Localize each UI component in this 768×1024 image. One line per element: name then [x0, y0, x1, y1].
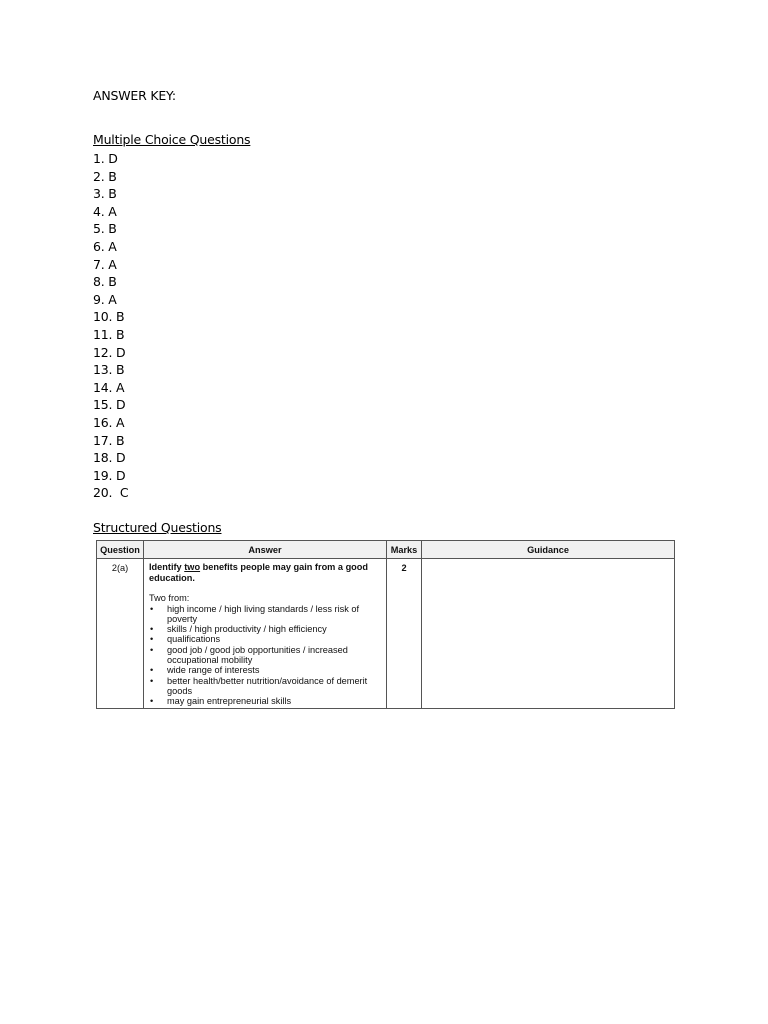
prompt-text: Identify — [149, 562, 185, 572]
prompt-text: benefits people may gain from a good education. — [149, 562, 369, 583]
mcq-answer: 8. B — [93, 274, 117, 290]
mcq-answer: 13. B — [93, 362, 125, 378]
column-header-answer: Answer — [144, 541, 387, 559]
list-item — [149, 604, 383, 625]
structured-heading: Structured Questions — [93, 520, 222, 535]
question-number-cell: 2(a) — [97, 559, 144, 709]
list-item — [149, 645, 383, 666]
mcq-answer: 4. A — [93, 203, 117, 219]
mcq-answer: 3. B — [93, 186, 117, 202]
prompt-emphasis: two — [184, 562, 201, 572]
answer-intro: Two from: — [149, 593, 190, 603]
column-header-marks: Marks — [387, 541, 422, 559]
mcq-answer: 7. A — [93, 256, 117, 272]
bullet-icon: • — [150, 696, 154, 707]
bullet-icon: • — [150, 603, 154, 614]
page-title: ANSWER KEY: — [93, 88, 176, 103]
list-item — [149, 696, 383, 706]
bullet-text: high income / high living standards / less risk of poverty — [167, 603, 360, 624]
mcq-answer: 14. A — [93, 379, 125, 395]
bullet-text: qualifications — [167, 634, 221, 645]
mcq-answer: 9. A — [93, 291, 117, 307]
bullet-text: better health/better nutrition/avoidance of demerit goods — [167, 675, 368, 696]
bullet-text: wide range of interests — [167, 665, 260, 676]
mcq-answer: 11. B — [93, 326, 125, 342]
mcq-answer: 1. D — [93, 151, 118, 166]
marks-cell: 2 — [387, 559, 422, 709]
list-item — [149, 665, 383, 675]
mcq-answer: 15. D — [93, 397, 126, 413]
bullet-icon: • — [150, 675, 154, 686]
list-item — [149, 624, 383, 634]
mcq-answer: 18. D — [93, 450, 126, 466]
answer-bullet-list — [149, 604, 383, 707]
list-item — [149, 676, 383, 697]
guidance-cell — [422, 559, 675, 709]
bullet-text: skills / high productivity / high efficiency — [167, 624, 327, 635]
bullet-icon: • — [150, 634, 154, 645]
mcq-heading: Multiple Choice Questions — [93, 132, 251, 147]
mcq-answer: 20. C — [93, 485, 129, 501]
mcq-answer: 17. B — [93, 432, 125, 448]
table-header-row — [97, 541, 675, 559]
column-header-question: Question — [97, 541, 144, 559]
bullet-text: good job / good job opportunities / increased occupational mobility — [167, 644, 348, 665]
bullet-icon: • — [150, 624, 154, 635]
mcq-answer: 19. D — [93, 467, 126, 483]
structured-answer-table — [96, 540, 675, 709]
list-item — [149, 634, 383, 644]
bullet-text: may gain entrepreneurial skills — [167, 696, 292, 707]
mcq-answer-list — [93, 150, 128, 502]
mcq-answer: 12. D — [93, 344, 126, 360]
mcq-answer: 16. A — [93, 414, 125, 430]
table-row — [97, 559, 675, 709]
mcq-answer: 5. B — [93, 221, 117, 237]
mcq-answer: 2. B — [93, 168, 117, 184]
mcq-answer: 6. A — [93, 238, 117, 254]
mcq-answer: 10. B — [93, 309, 125, 325]
bullet-icon: • — [150, 665, 154, 676]
question-prompt — [149, 562, 383, 583]
answer-cell — [144, 559, 387, 709]
bullet-icon: • — [150, 644, 154, 655]
column-header-guidance: Guidance — [422, 541, 675, 559]
